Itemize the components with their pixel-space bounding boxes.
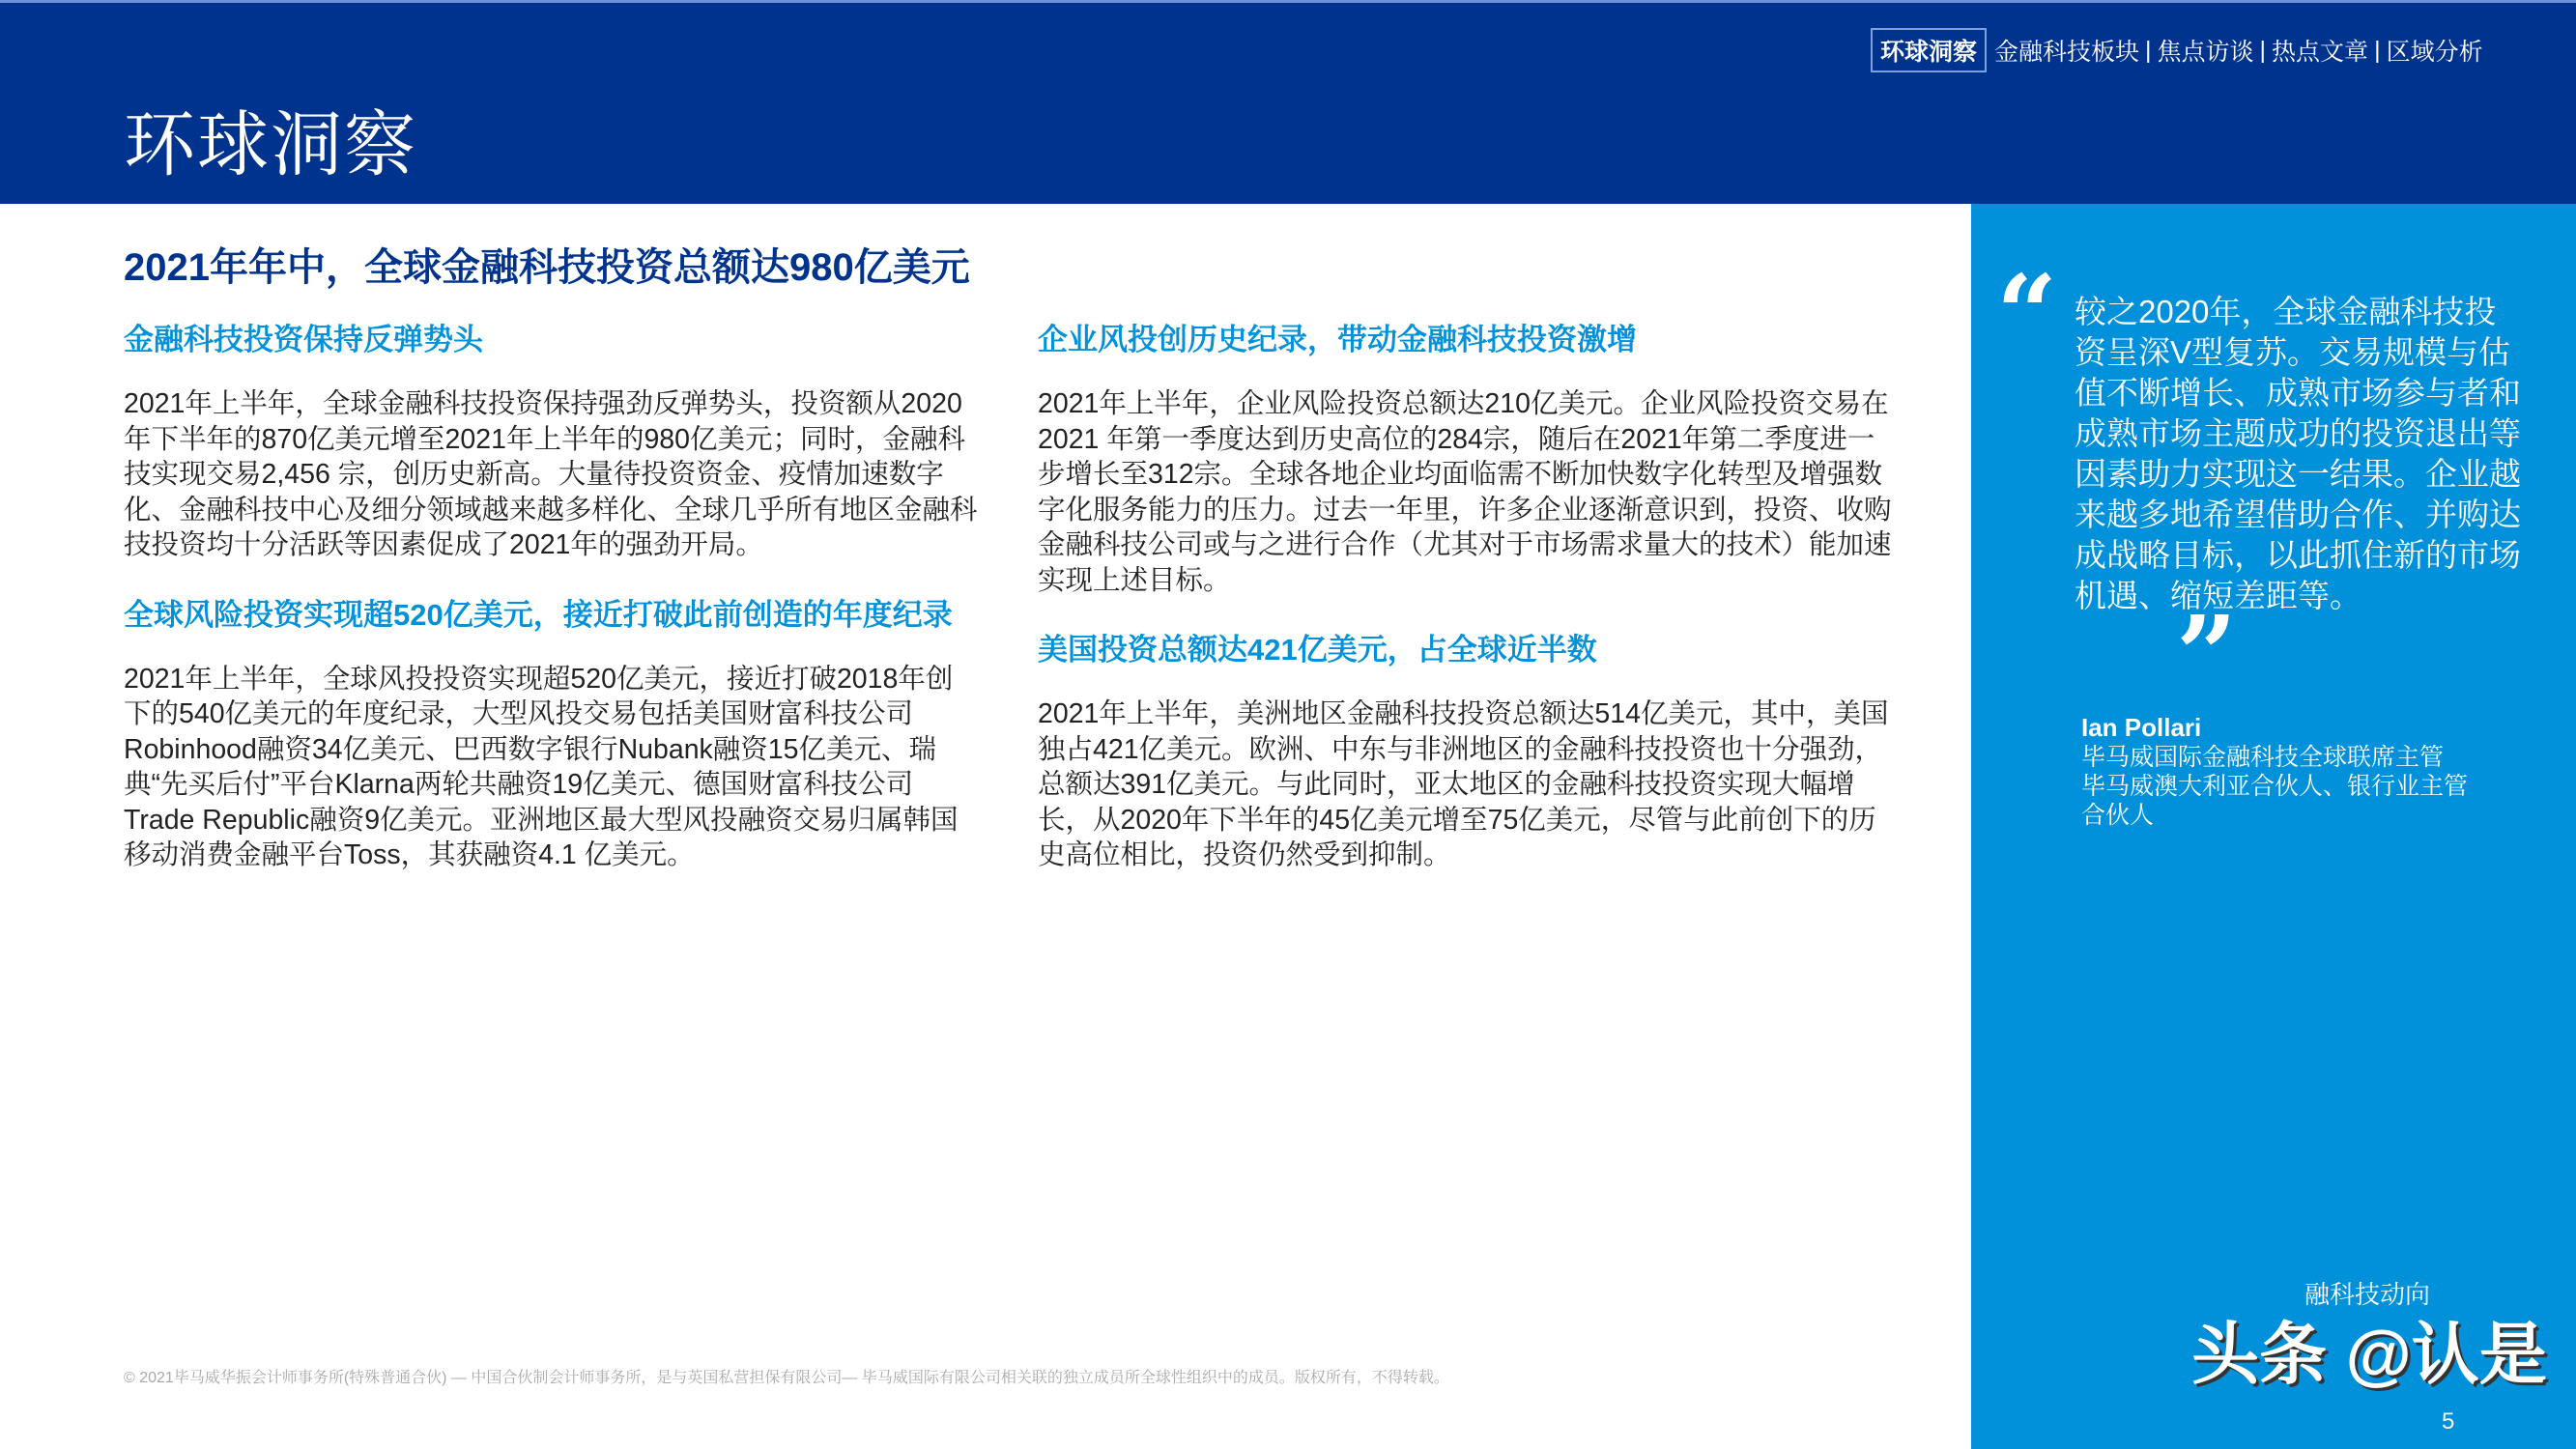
nav-separator: | <box>2259 36 2267 64</box>
section-heading: 金融科技投资保持反弹势头 <box>124 323 483 356</box>
section-heading: 美国投资总额达421亿美元，占全球近半数 <box>1038 633 1597 667</box>
section-nav <box>1871 28 2483 72</box>
section-body: 2021年上半年，全球金融科技投资保持强劲反弹势头，投资额从2020年下半年的870亿美元增至2021年上半年的980亿美元；同时，金融科技实现交易2,456 宗，创历史新高。大量待投资资金、疫情加速数字化、金融科技中心及细分领域越来越多样化、全球几乎所有地区金融科技投资均十分活跃等因素促成了2021年的强劲开局。 <box>124 388 978 560</box>
section-heading: 企业风投创历史纪录，带动金融科技投资激增 <box>1038 323 1637 356</box>
quote-block <box>2075 292 2525 830</box>
nav-separator: | <box>2374 36 2381 64</box>
header-bar <box>0 0 2576 204</box>
watermark: 头条 @认是 <box>2191 1317 2547 1392</box>
open-quote-icon: “ <box>1996 251 2058 376</box>
main-headline: 2021年年中，全球金融科技投资总额达980亿美元 <box>124 246 970 289</box>
section-body: 2021年上半年，美洲地区金融科技投资总额达514亿美元，其中，美国独占421亿美元。欧洲、中东与非洲地区的金融科技投资也十分强劲，总额达391亿美元。与此同时，亚太地区的金融科技投资实现大幅增长，从2020年下半年的45亿美元增至75亿美元，尽管与此前创下的历史高位相比，投资仍然受到抑制。 <box>1038 698 1889 870</box>
section-body: 2021年上半年，企业风险投资总额达210亿美元。企业风险投资交易在2021 年第一季度达到历史高位的284宗，随后在2021年第二季度进一步增长至312宗。全球各地企业均面临需不断加快数字化转型及增强数字化服务能力的压力。过去一年里，许多企业逐渐意识到，投资、收购金融科技公司或与之进行合作（尤其对于市场需求量大的技术）能加速实现上述目标。 <box>1038 388 1892 596</box>
page-title: 环球洞察 <box>124 104 417 185</box>
close-quote-icon: ” <box>2176 592 2238 717</box>
section-body: 2021年上半年，全球风投投资实现超520亿美元，接近打破2018年创下的540亿美元的年度纪录，大型风投交易包括美国财富科技公司Robinhood融资34亿美元、巴西数字银行Nubank融资15亿美元、瑞典“先买后付”平台Klarna两轮共融资19亿美元、德国财富科技公司Trade Republic融资9亿美元。亚洲地区最大型风投融资交易归属韩国移动消费金融平台Toss，其获融资4.1 亿美元。 <box>124 663 959 870</box>
section-heading: 全球风险投资实现超520亿美元，接近打破此前创造的年度纪录 <box>124 597 953 632</box>
page-number: 5 <box>2442 1408 2455 1435</box>
nav-item-interviews[interactable]: 焦点访谈 <box>2157 39 2254 66</box>
nav-separator: | <box>2145 36 2152 64</box>
author-role: 毕马威国际金融科技全球联席主管 <box>2081 744 2445 771</box>
nav-item-fintech-sector[interactable]: 金融科技板块 <box>1994 39 2140 66</box>
copyright-footer: © 2021毕马威华振会计师事务所(特殊普通合伙) — 中国合伙制会计师事务所，是与英国私营担保有限公司— 毕马威国际有限公司相关联的独立成员所全球性组织中的成员。版权所有，不得转载。 <box>124 1370 1449 1386</box>
author-name: Ian Pollari <box>2081 713 2202 742</box>
right-column <box>1038 321 1898 906</box>
left-column <box>124 321 978 906</box>
quote-text: 较之2020年，全球金融科技投资呈深V型复苏。交易规模与估值不断增长、成熟市场参与者和成熟市场主题成功的投资退出等因素助力实现这一结果。企业越来越多地希望借助合作、并购达成战略目标，以此抓住新的市场机遇、缩短差距等。 <box>2075 294 2521 613</box>
nav-item-regional-analysis[interactable]: 区域分析 <box>2386 39 2483 66</box>
nav-item-hot-articles[interactable]: 热点文章 <box>2272 39 2369 66</box>
author-role: 毕马威澳大利亚合伙人、银行业主管合伙人 <box>2081 773 2469 829</box>
footer-label: 融科技动向 <box>2304 1280 2431 1309</box>
quote-author <box>2081 713 2525 830</box>
nav-item-global-insight[interactable]: 环球洞察 <box>1871 28 1987 72</box>
